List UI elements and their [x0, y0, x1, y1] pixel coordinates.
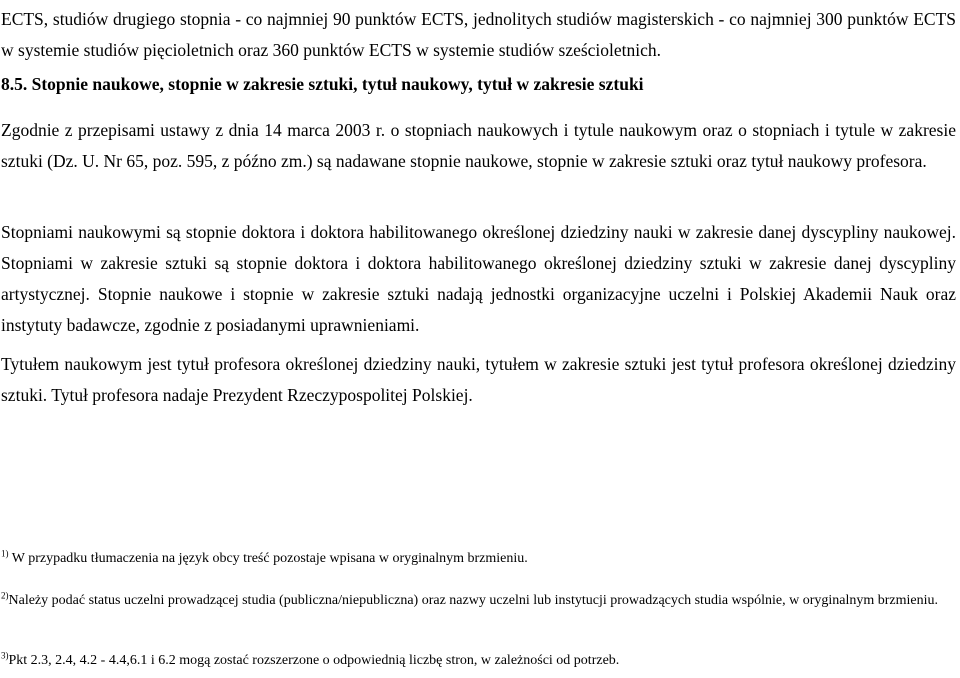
section-heading — [1, 69, 644, 100]
footnote-2 — [1, 589, 956, 612]
paragraph-degrees-law: Zgodnie z przepisami ustawy z dnia 14 marca 2003 r. o stopniach naukowych i tytule naukowym oraz o stopniach i tytule w zakresie sztuki (Dz. U. Nr 65, poz. 595, z późno zm.) są nadawane stopnie naukowe, stopnie w zakresie sztuki oraz tytuł naukowy profesora. — [1, 120, 956, 171]
footnote-2-marker: 2) — [1, 590, 9, 601]
paragraph-degrees-types: Stopniami naukowymi są stopnie doktora i doktora habilitowanego określonej dziedziny nauki w zakresie danej dyscypliny naukowej. Stopniami w zakresie sztuki są stopnie doktora i doktora habilitowanego określonej dziedziny sztuki w zakresie danej dyscypliny artystycznej. Stopnie naukowe i stopnie w zakresie sztuki nadają jednostki organizacyjne uczelni i Polskiej Akademii Nauk oraz instytuty badawcze, zgodnie z posiadanymi uprawnieniami. — [1, 222, 956, 335]
footnote-3-text: Pkt 2.3, 2.4, 4.2 - 4.4,6.1 i 6.2 mogą zostać rozszerzone o odpowiednią liczbę stron, w zależności od potrzeb. — [8, 653, 620, 668]
paragraph-professor-title: Tytułem naukowym jest tytuł profesora określonej dziedziny nauki, tytułem w zakresie sztuki jest tytuł profesora określonej dziedziny sztuki. Tytuł profesora nadaje Prezydent Rzeczypospolitej Polskiej. — [1, 354, 956, 405]
section-number: 8.5. — [1, 74, 28, 94]
footnote-1-text: W przypadku tłumaczenia na język obcy treść pozostaje wpisana w oryginalnym brzmieniu. — [8, 551, 528, 566]
footnote-1 — [1, 547, 956, 570]
footnote-1-marker: 1) — [1, 548, 9, 559]
intro-paragraph: ECTS, studiów drugiego stopnia - co najmniej 90 punktów ECTS, jednolitych studiów magisterskich - co najmniej 300 punktów ECTS w systemie studiów pięcioletnich oraz 360 punktów ECTS w systemie studiów sześcioletnich. — [1, 9, 956, 60]
section-title: Stopnie naukowe, stopnie w zakresie sztuki, tytuł naukowy, tytuł w zakresie sztuki — [31, 74, 644, 94]
footnote-3-marker: 3) — [1, 650, 9, 661]
footnote-3 — [1, 649, 956, 672]
footnote-2-text: Należy podać status uczelni prowadzącej studia (publiczna/niepubliczna) oraz nazwy uczelni lub instytucji prowadzących studia wspólnie, w oryginalnym brzmieniu. — [8, 593, 939, 608]
